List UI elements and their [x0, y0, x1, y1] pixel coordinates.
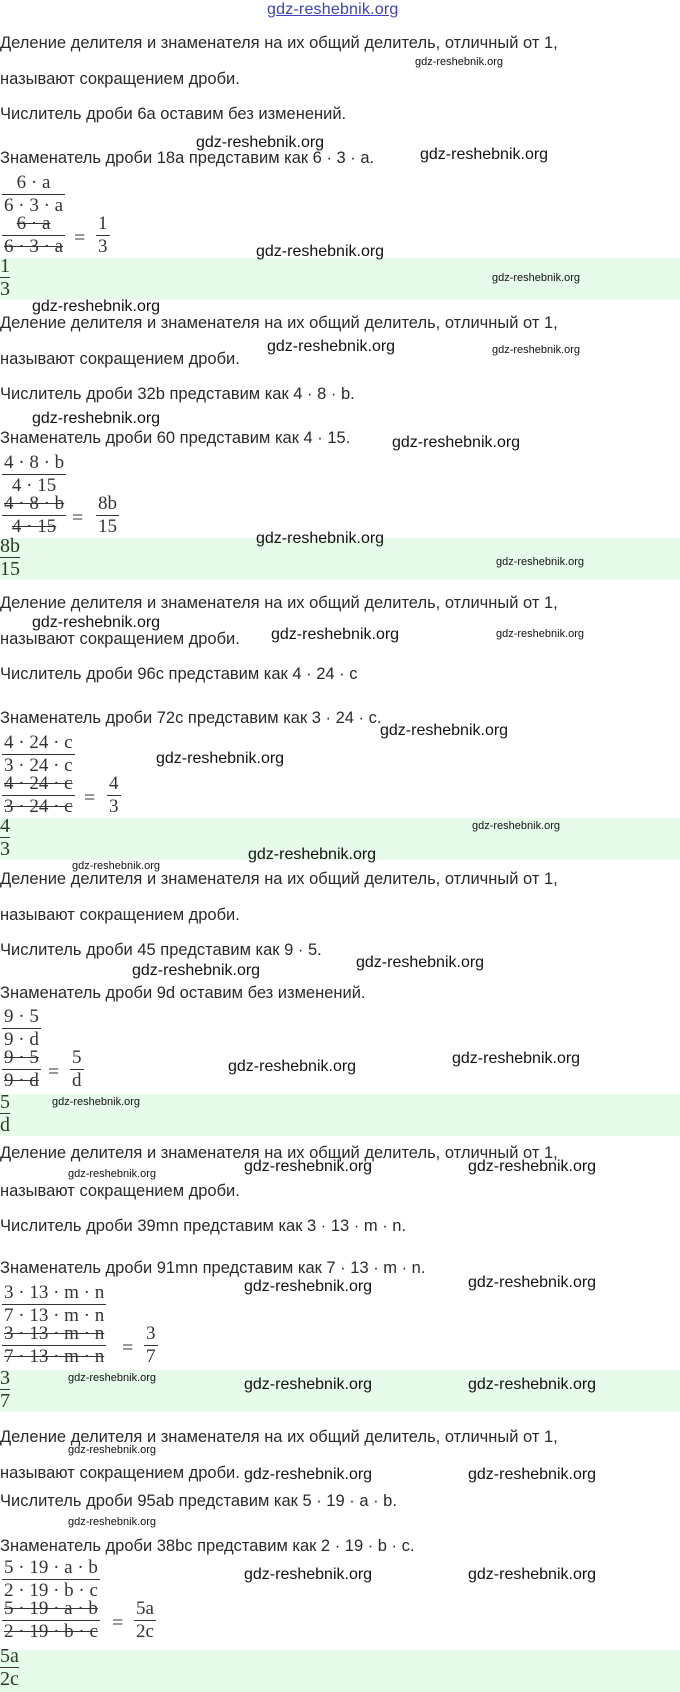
- watermark-text: gdz-reshebnik.org: [32, 410, 161, 427]
- result-fraction: [96, 213, 110, 258]
- fraction-denominator: 9 · d: [4, 1029, 39, 1050]
- watermark-text: gdz-reshebnik.org: [32, 298, 161, 315]
- watermark-text: gdz-reshebnik.org: [468, 1466, 597, 1483]
- expanded-fraction: [2, 1282, 106, 1327]
- fraction-denominator: 3 · 24 · c: [4, 755, 73, 776]
- denominator-step: Знаменатель дроби 18a представим как 6 · 3 · a.: [0, 149, 375, 167]
- rule-line-1: Деление делителя и знаменателя на их общий делитель, отличный от 1,: [0, 1428, 558, 1446]
- denominator-step: Знаменатель дроби 60 представим как 4 · 15.: [0, 429, 351, 447]
- denominator-step: Знаменатель дроби 91mn представим как 7 · 13 · m · n.: [0, 1259, 426, 1277]
- watermark-text: gdz-reshebnik.org: [492, 344, 581, 356]
- fraction-denominator: 2c: [136, 1621, 154, 1642]
- watermark-text: gdz-reshebnik.org: [267, 338, 396, 355]
- fraction-denominator: 15: [98, 516, 117, 537]
- answer-denominator: 15: [0, 558, 20, 580]
- equals-sign: =: [74, 227, 86, 249]
- fraction-denominator: 9 · d: [4, 1070, 39, 1091]
- answer-fraction: [0, 255, 10, 300]
- fraction-denominator: 7 · 13 · m · n: [4, 1346, 105, 1367]
- rule-line-1: Деление делителя и знаменателя на их общий делитель, отличный от 1,: [0, 594, 558, 612]
- watermark-text: gdz-reshebnik.org: [68, 1516, 157, 1528]
- fraction-denominator: 7 · 13 · m · n: [4, 1305, 105, 1326]
- rule-line-2: называют сокращением дроби.: [0, 906, 240, 924]
- answer-fraction: [0, 815, 10, 860]
- answer-denominator: 3: [0, 838, 10, 860]
- numerator-step: Числитель дроби 95ab представим как 5 · 19 · a · b.: [0, 1492, 397, 1510]
- answer-denominator: 3: [0, 278, 10, 300]
- fraction-numerator: 5 · 19 · a · b: [4, 1598, 98, 1619]
- rule-line-1: Деление делителя и знаменателя на их общий делитель, отличный от 1,: [0, 34, 558, 52]
- result-fraction: [70, 1047, 84, 1092]
- expanded-fraction: [2, 1557, 100, 1602]
- fraction-denominator: 3: [98, 236, 108, 257]
- watermark-text: gdz-reshebnik.org: [452, 1050, 581, 1067]
- watermark-text: gdz-reshebnik.org: [68, 1372, 157, 1384]
- fraction-numerator: 6 · a: [16, 213, 51, 234]
- fraction-denominator: 7: [146, 1346, 156, 1367]
- answer-fraction: [0, 535, 20, 580]
- rule-line-2: называют сокращением дроби.: [0, 1464, 240, 1482]
- equals-sign: =: [112, 1612, 124, 1634]
- fraction-numerator: 6 · a: [16, 172, 51, 193]
- rule-line-1: Деление делителя и знаменателя на их общий делитель, отличный от 1,: [0, 870, 558, 888]
- result-fraction: [96, 493, 119, 538]
- watermark-text: gdz-reshebnik.org: [468, 1274, 597, 1291]
- fraction-numerator: 8b: [98, 493, 117, 514]
- fraction-numerator: 4 · 8 · b: [4, 452, 65, 473]
- equals-sign: =: [48, 1061, 60, 1083]
- answer-fraction: [0, 1091, 10, 1136]
- answer-numerator: 8b: [0, 535, 20, 557]
- watermark-text: gdz-reshebnik.org: [244, 1376, 373, 1393]
- result-fraction: [134, 1598, 156, 1643]
- watermark-text: gdz-reshebnik.org: [356, 954, 485, 971]
- watermark-text: gdz-reshebnik.org: [256, 530, 385, 547]
- watermark-text: gdz-reshebnik.org: [392, 434, 521, 451]
- watermark-text: gdz-reshebnik.org: [472, 820, 561, 832]
- watermark-text: gdz-reshebnik.org: [256, 243, 385, 260]
- answer-numerator: 5: [0, 1091, 10, 1113]
- watermark-text: gdz-reshebnik.org: [380, 722, 509, 739]
- fraction-denominator: 4 · 15: [11, 516, 57, 537]
- rule-line-2: называют сокращением дроби.: [0, 630, 240, 648]
- fraction-denominator: 3 · 24 · c: [4, 796, 73, 817]
- denominator-step: Знаменатель дроби 9d оставим без изменений.: [0, 984, 366, 1002]
- expanded-fraction: [2, 732, 75, 777]
- header-watermark-link[interactable]: gdz-reshebnik.org: [267, 1, 399, 18]
- fraction-denominator: 6 · 3 · a: [4, 195, 64, 216]
- fraction-denominator: 2 · 19 · b · c: [4, 1580, 98, 1601]
- watermark-text: gdz-reshebnik.org: [420, 146, 549, 163]
- answer-band: [0, 1650, 680, 1692]
- numerator-step: Числитель дроби 45 представим как 9 · 5.: [0, 941, 322, 959]
- watermark-text: gdz-reshebnik.org: [496, 628, 585, 640]
- watermark-text: gdz-reshebnik.org: [468, 1376, 597, 1393]
- answer-numerator: 4: [0, 815, 10, 837]
- fraction-denominator: 4 · 15: [11, 475, 57, 496]
- answer-denominator: 2c: [0, 1668, 19, 1690]
- numerator-step: Числитель дроби 32b представим как 4 · 8 · b.: [0, 385, 355, 403]
- watermark-text: gdz-reshebnik.org: [468, 1158, 597, 1175]
- cancelled-fraction: [2, 493, 66, 538]
- denominator-step: Знаменатель дроби 72c представим как 3 · 24 · c.: [0, 709, 382, 727]
- watermark-text: gdz-reshebnik.org: [496, 556, 585, 568]
- watermark-text: gdz-reshebnik.org: [271, 626, 400, 643]
- answer-numerator: 1: [0, 255, 10, 277]
- fraction-numerator: 3: [146, 1323, 156, 1344]
- watermark-text: gdz-reshebnik.org: [492, 272, 581, 284]
- numerator-step: Числитель дроби 39mn представим как 3 · 13 · m · n.: [0, 1217, 407, 1235]
- fraction-numerator: 5: [72, 1047, 82, 1068]
- answer-denominator: 7: [0, 1390, 10, 1412]
- rule-line-1: Деление делителя и знаменателя на их общий делитель, отличный от 1,: [0, 314, 558, 332]
- watermark-text: gdz-reshebnik.org: [72, 860, 161, 872]
- equals-sign: =: [72, 507, 84, 529]
- denominator-step: Знаменатель дроби 38bc представим как 2 · 19 · b · c.: [0, 1537, 415, 1555]
- equals-sign: =: [84, 787, 96, 809]
- fraction-numerator: 4 · 24 · c: [4, 732, 73, 753]
- cancelled-fraction: [2, 1598, 100, 1643]
- cancelled-fraction: [2, 1323, 106, 1368]
- watermark-text: gdz-reshebnik.org: [156, 750, 285, 767]
- numerator-step: Числитель дроби 96c представим как 4 · 24 · c: [0, 665, 358, 683]
- answer-numerator: 5a: [0, 1645, 19, 1667]
- expanded-fraction: [2, 1006, 41, 1051]
- watermark-text: gdz-reshebnik.org: [196, 134, 325, 151]
- watermark-text: gdz-reshebnik.org: [244, 1158, 373, 1175]
- watermark-text: gdz-reshebnik.org: [244, 1466, 373, 1483]
- fraction-numerator: 5a: [136, 1598, 154, 1619]
- fraction-denominator: d: [72, 1070, 82, 1091]
- watermark-text: gdz-reshebnik.org: [68, 1444, 157, 1456]
- fraction-denominator: 3: [109, 796, 119, 817]
- answer-numerator: 3: [0, 1367, 10, 1389]
- answer-denominator: d: [0, 1114, 10, 1136]
- rule-line-1: Деление делителя и знаменателя на их общий делитель, отличный от 1,: [0, 1144, 558, 1162]
- watermark-text: gdz-reshebnik.org: [415, 56, 504, 68]
- fraction-denominator: 6 · 3 · a: [4, 236, 64, 257]
- equals-sign: =: [122, 1337, 134, 1359]
- watermark-text: gdz-reshebnik.org: [468, 1566, 597, 1583]
- fraction-numerator: 4 · 24 · c: [4, 773, 73, 794]
- watermark-text: gdz-reshebnik.org: [248, 846, 377, 863]
- fraction-numerator: 4: [109, 773, 119, 794]
- fraction-numerator: 9 · 5: [4, 1047, 39, 1068]
- watermark-text: gdz-reshebnik.org: [52, 1096, 141, 1108]
- watermark-text: gdz-reshebnik.org: [244, 1566, 373, 1583]
- expanded-fraction: [2, 172, 65, 217]
- cancelled-fraction: [2, 773, 75, 818]
- watermark-text: gdz-reshebnik.org: [132, 962, 261, 979]
- watermark-text: gdz-reshebnik.org: [68, 1168, 157, 1180]
- fraction-denominator: 2 · 19 · b · c: [4, 1621, 98, 1642]
- fraction-numerator: 5 · 19 · a · b: [4, 1557, 98, 1578]
- watermark-text: gdz-reshebnik.org: [32, 614, 161, 631]
- rule-line-2: называют сокращением дроби.: [0, 1182, 240, 1200]
- numerator-step: Числитель дроби 6a оставим без изменений.: [0, 105, 347, 123]
- result-fraction: [107, 773, 121, 818]
- cancelled-fraction: [2, 213, 65, 258]
- fraction-numerator: 3 · 13 · m · n: [4, 1323, 105, 1344]
- expanded-fraction: [2, 452, 66, 497]
- result-fraction: [144, 1323, 158, 1368]
- fraction-numerator: 4 · 8 · b: [4, 493, 65, 514]
- fraction-numerator: 1: [98, 213, 108, 234]
- rule-line-2: называют сокращением дроби.: [0, 70, 240, 88]
- watermark-text: gdz-reshebnik.org: [244, 1278, 373, 1295]
- fraction-numerator: 3 · 13 · m · n: [4, 1282, 105, 1303]
- rule-line-2: называют сокращением дроби.: [0, 350, 240, 368]
- cancelled-fraction: [2, 1047, 41, 1092]
- watermark-text: gdz-reshebnik.org: [228, 1058, 357, 1075]
- answer-fraction: [0, 1367, 10, 1412]
- answer-fraction: [0, 1645, 19, 1690]
- fraction-numerator: 9 · 5: [4, 1006, 39, 1027]
